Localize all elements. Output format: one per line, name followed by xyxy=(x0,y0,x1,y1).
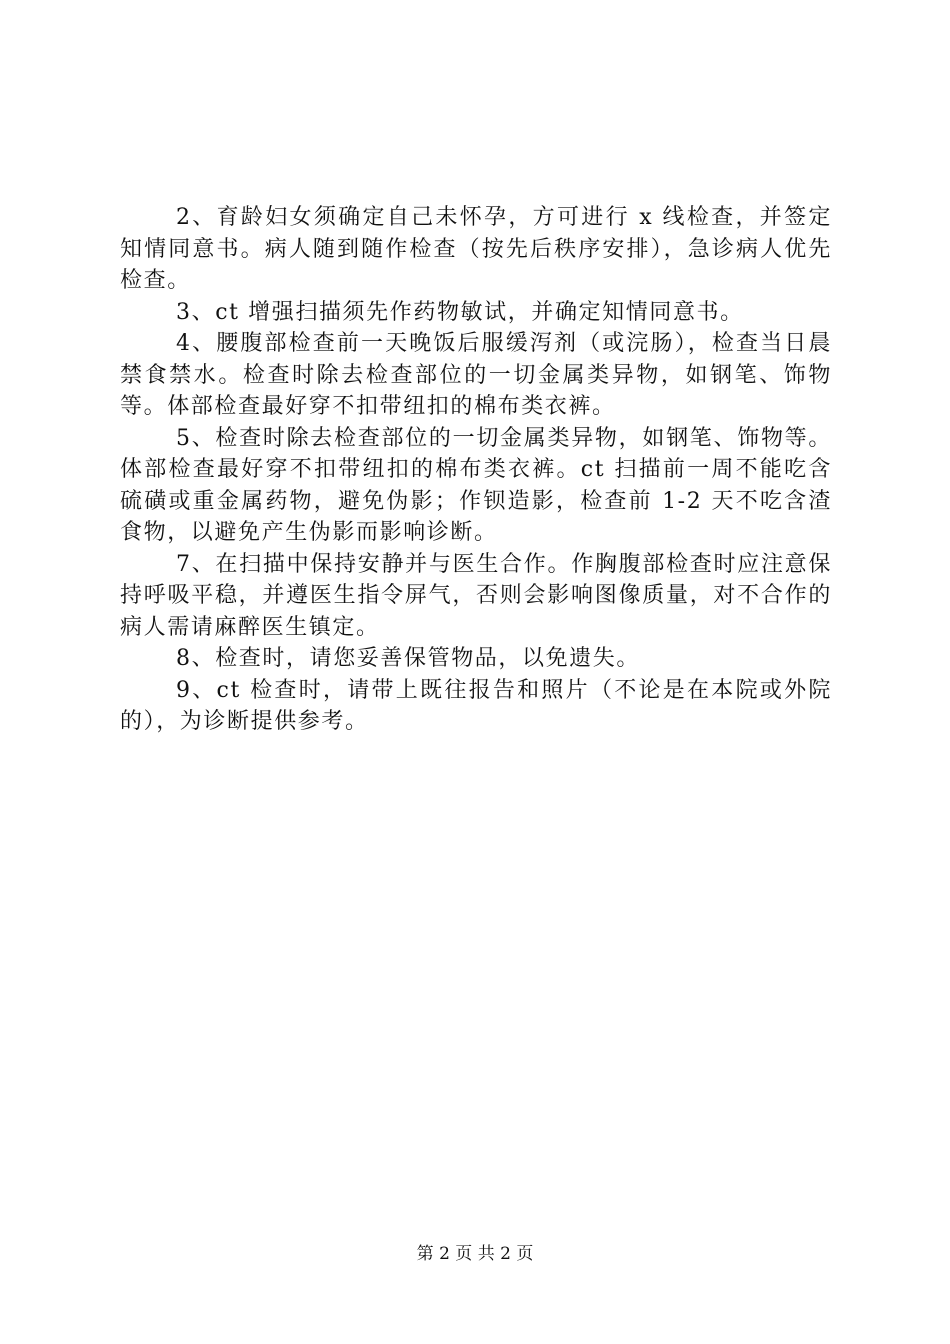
paragraph-item-9: 9、ct 检查时，请带上既往报告和照片（不论是在本院或外院的），为诊断提供参考。 xyxy=(120,677,832,734)
paragraph-item-5: 5、检查时除去检查部位的一切金属类异物，如钢笔、饰物等。体部检查最好穿不扣带纽扣的棉布类衣裤。ct 扫描前一周不能吃含硫磺或重金属药物，避免伪影；作钡造影，检查前 1-2 天不吃含渣食物，以避免产生伪影而影响诊断。 xyxy=(120,425,832,545)
document-body xyxy=(120,202,832,738)
paragraph-item-2: 2、育龄妇女须确定自己未怀孕，方可进行 x 线检查，并签定知情同意书。病人随到随作检查（按先后秩序安排），急诊病人优先检查。 xyxy=(120,205,832,293)
page-number-footer: 第 2 页 共 2 页 xyxy=(416,1244,534,1264)
paragraph-item-4: 4、腰腹部检查前一天晚饭后服缓泻剂（或浣肠），检查当日晨禁食禁水。检查时除去检查部位的一切金属类异物，如钢笔、饰物等。体部检查最好穿不扣带纽扣的棉布类衣裤。 xyxy=(120,331,832,419)
paragraph-item-7: 7、在扫描中保持安静并与医生合作。作胸腹部检查时应注意保持呼吸平稳，并遵医生指令屏气，否则会影响图像质量，对不合作的病人需请麻醉医生镇定。 xyxy=(120,551,832,640)
paragraph-item-3: 3、ct 增强扫描须先作药物敏试，并确定知情同意书。 xyxy=(176,299,744,325)
paragraph-item-8: 8、检查时，请您妥善保管物品，以免遗失。 xyxy=(176,646,640,671)
